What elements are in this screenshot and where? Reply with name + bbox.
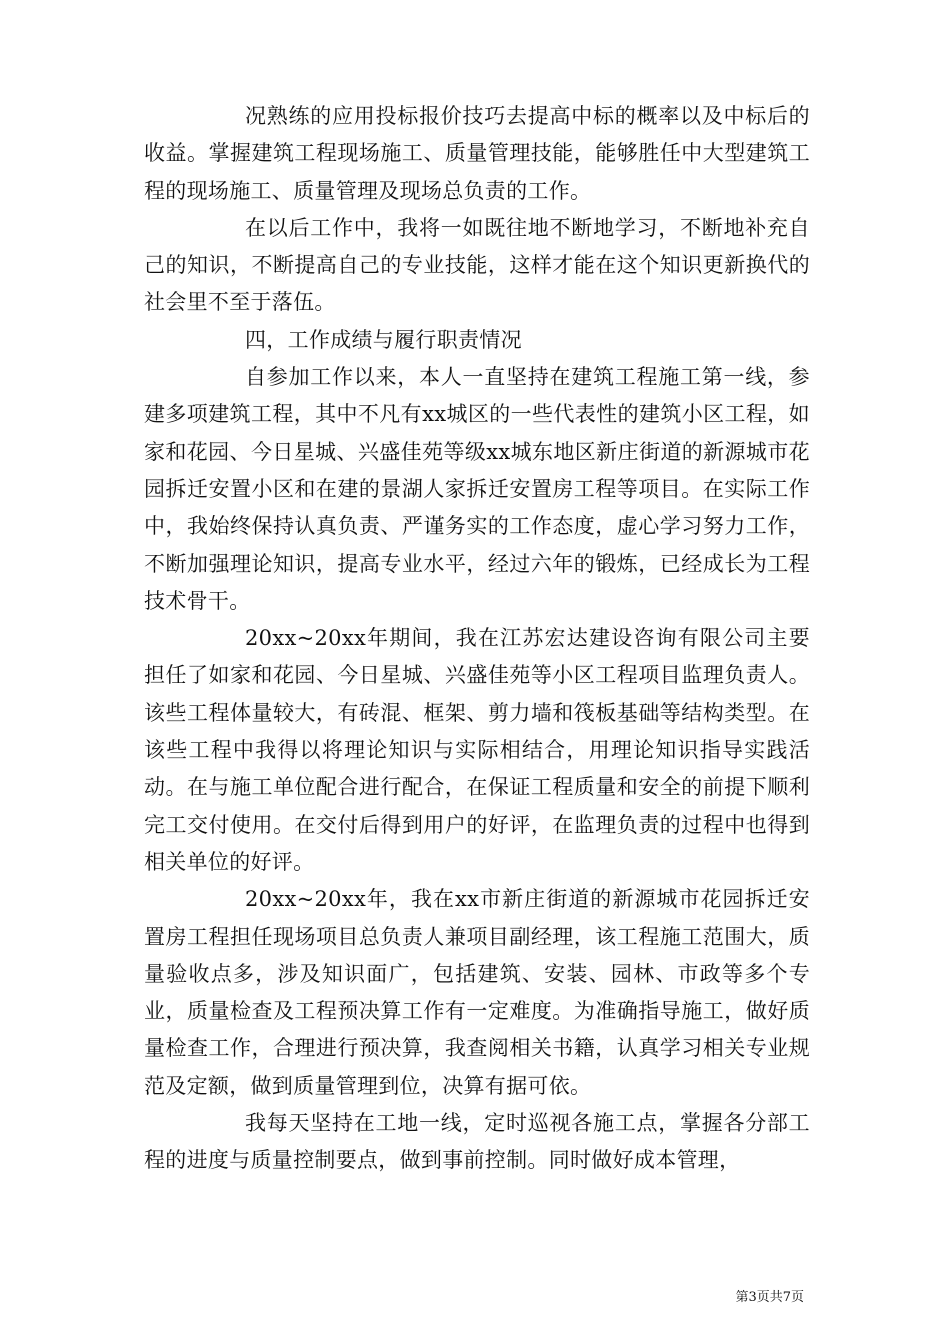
paragraph-3: 自参加工作以来，本人一直坚持在建筑工程施工第一线，参建多项建筑工程，其中不凡有xx城区的一些代表性的建筑小区工程，如家和花园、今日星城、兴盛佳苑等级xx城东地区新庄街道的新源城市花园拆迁安置小区和在建的景湖人家拆迁安置房工程等项目。在实际工作中，我始终保持认真负责、严谨务实的工作态度，虚心学习努力工作，不断加强理论知识，提高专业水平，经过六年的锻炼，已经成长为工程技术骨干。	[144, 365, 810, 613]
paragraph-1: 况熟练的应用投标报价技巧去提高中标的概率以及中标后的收益。掌握建筑工程现场施工、质量管理技能，能够胜任中大型建筑工程的现场施工、质量管理及现场总负责的工作。	[144, 104, 810, 203]
document-body	[144, 98, 810, 1180]
paragraph-5: 20xx~20xx年，我在xx市新庄街道的新源城市花园拆迁安置房工程担任现场项目总负责人兼项目副经理，该工程施工范围大，质量验收点多，涉及知识面广，包括建筑、安装、园林、市政等多个专业，质量检查及工程预决算工作有一定难度。为准确指导施工，做好质量检查工作，合理进行预决算，我查阅相关书籍，认真学习相关专业规范及定额，做到质量管理到位，决算有据可依。	[144, 887, 810, 1098]
paragraph-4: 20xx~20xx年期间，我在江苏宏达建设咨询有限公司主要担任了如家和花园、今日星城、兴盛佳苑等小区工程项目监理负责人。该些工程体量较大，有砖混、框架、剪力墙和筏板基础等结构类型。在该些工程中我得以将理论知识与实际相结合，用理论知识指导实践活动。在与施工单位配合进行配合，在保证工程质量和安全的前提下顺利完工交付使用。在交付后得到用户的好评，在监理负责的过程中也得到相关单位的好评。	[144, 626, 810, 874]
paragraph-6: 我每天坚持在工地一线，定时巡视各施工点，掌握各分部工程的进度与质量控制要点，做到事前控制。同时做好成本管理，	[144, 1111, 810, 1173]
section-heading: 四，工作成绩与履行职责情况	[245, 327, 522, 352]
page-number-footer: 第3页共7页	[735, 1290, 804, 1305]
paragraph-2: 在以后工作中，我将一如既往地不断地学习，不断地补充自己的知识，不断提高自己的专业技能，这样才能在这个知识更新换代的社会里不至于落伍。	[144, 215, 810, 315]
